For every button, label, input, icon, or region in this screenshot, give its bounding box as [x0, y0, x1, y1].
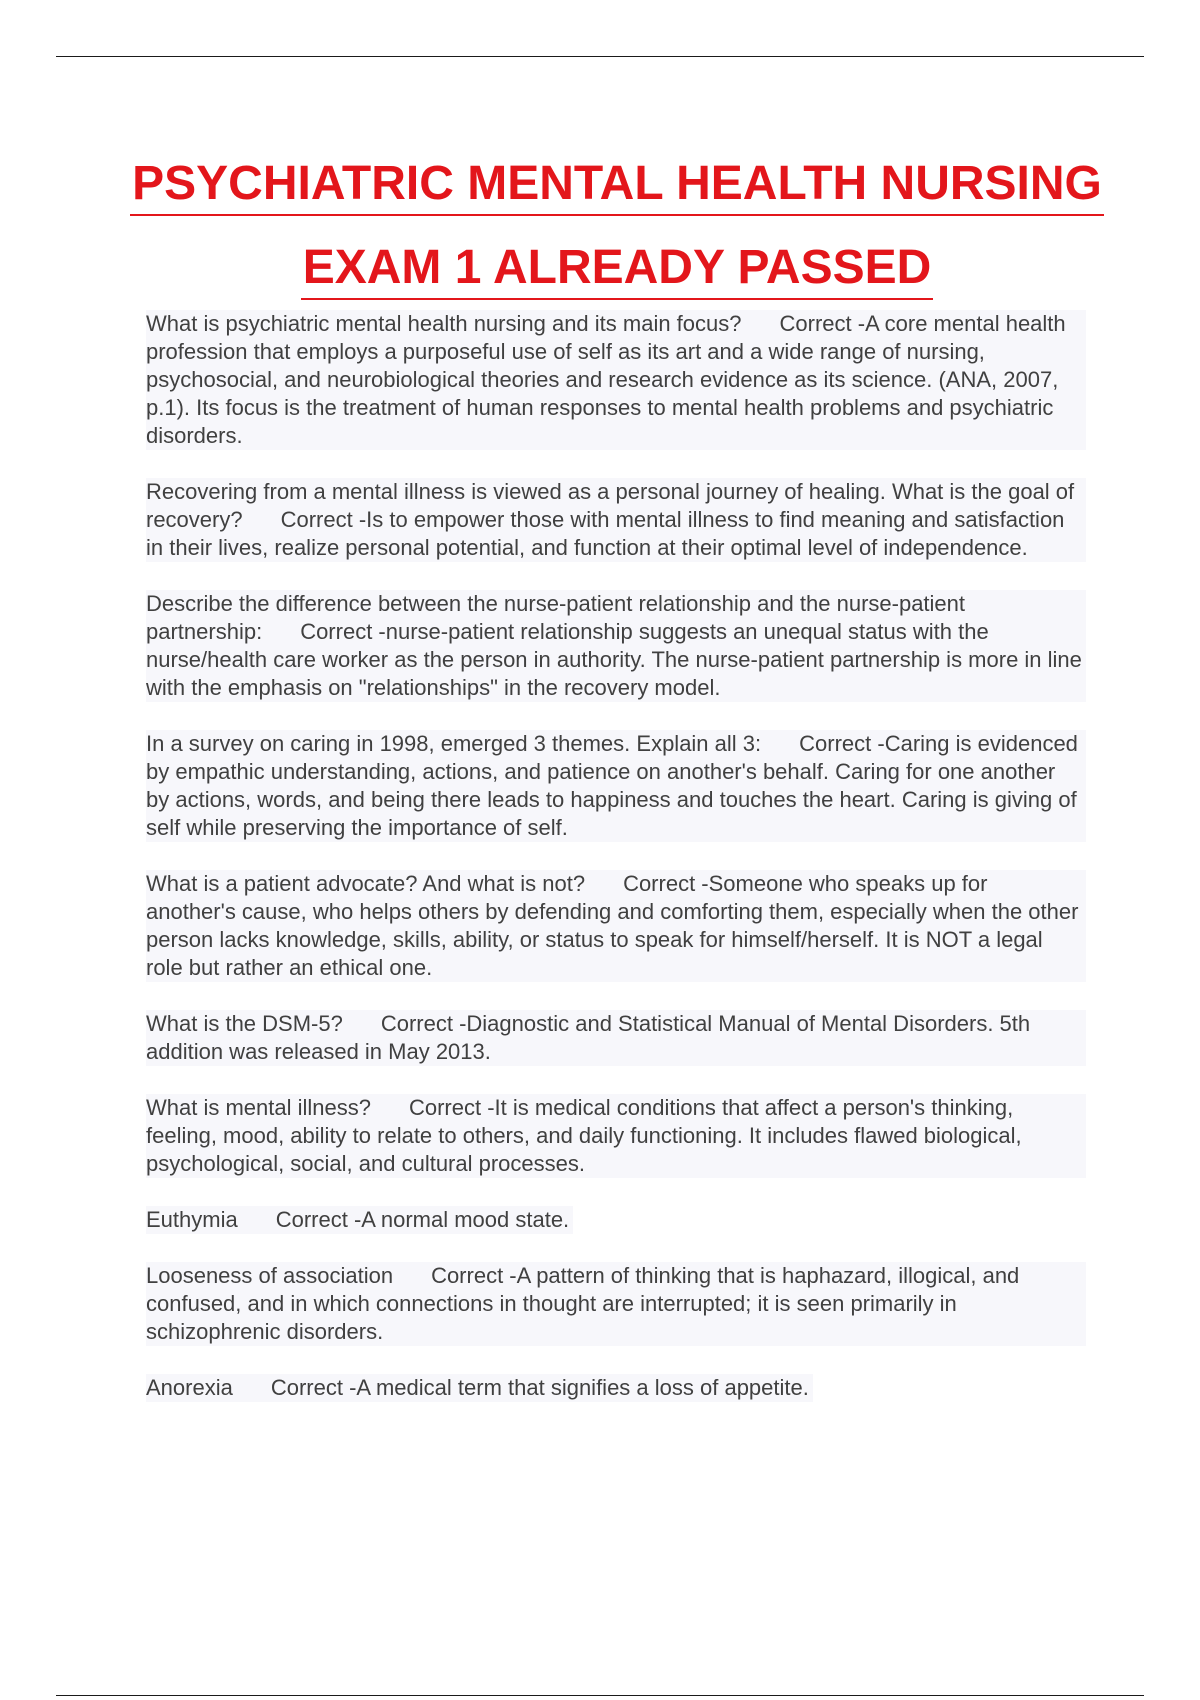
- qa-item: [146, 1374, 813, 1402]
- question-text: Euthymia: [146, 1207, 238, 1232]
- question-text: What is a patient advocate? And what is not?: [146, 871, 586, 896]
- question-text: What is psychiatric mental health nursing and its main focus?: [146, 311, 742, 336]
- answer-text: Correct -A pattern of thinking that is haphazard, illogical, and confused, and in which connections in thought are interrupted; it is seen primarily in schizophrenic disorders.: [146, 1263, 1020, 1344]
- qa-item: [146, 590, 1086, 702]
- question-text: Looseness of association: [146, 1263, 394, 1288]
- answer-text: Correct -Caring is evidenced by empathic understanding, actions, and patience on another's behalf. Caring for one another by actions, words, and being there leads to happiness and touches the heart. Caring is giving of self while preserving the importance of self.: [146, 731, 1078, 840]
- qa-list: [146, 310, 1086, 1430]
- answer-text: Correct -Diagnostic and Statistical Manual of Mental Disorders. 5th addition was released in May 2013.: [146, 1011, 1031, 1064]
- title-line-2: EXAM 1 ALREADY PASSED: [301, 238, 934, 300]
- question-text: In a survey on caring in 1998, emerged 3 themes. Explain all 3:: [146, 731, 762, 756]
- answer-text: Correct -Is to empower those with mental illness to find meaning and satisfaction in their lives, realize personal potential, and function at their optimal level of independence.: [146, 507, 1065, 560]
- answer-text: Correct -A normal mood state.: [275, 1207, 570, 1232]
- qa-item: [146, 1094, 1086, 1178]
- question-text: What is the DSM-5?: [146, 1011, 343, 1036]
- answer-text: Correct -It is medical conditions that affect a person's thinking, feeling, mood, ability to relate to others, and daily functioning. It includes flawed biological, psychological, social, and cultural processes.: [146, 1095, 1022, 1176]
- answer-text: Correct -Someone who speaks up for another's cause, who helps others by defending and comforting them, especially when the other person lacks knowledge, skills, ability, or status to speak for himself/herself. It is NOT a legal role but rather an ethical one.: [146, 871, 1079, 980]
- answer-text: Correct -A core mental health profession that employs a purposeful use of self as its art and a wide range of nursing, psychosocial, and neurobiological theories and research evidence as its science. (ANA, 2007, p.1). Its focus is the treatment of human responses to mental health problems and psychiatric disorders.: [146, 311, 1066, 448]
- question-text: Anorexia: [146, 1375, 233, 1400]
- qa-item: [146, 1010, 1086, 1066]
- qa-item: [146, 310, 1086, 450]
- qa-item: [146, 730, 1086, 842]
- qa-item: [146, 478, 1086, 562]
- qa-item: [146, 870, 1086, 982]
- question-text: What is mental illness?: [146, 1095, 371, 1120]
- answer-text: Correct -nurse-patient relationship suggests an unequal status with the nurse/health care worker as the person in authority. The nurse-patient partnership is more in line with the emphasis on "relationships" in the recovery model.: [146, 619, 1082, 700]
- qa-item: [146, 1262, 1086, 1346]
- document-title: [0, 146, 1200, 306]
- qa-item: [146, 1206, 573, 1234]
- bottom-rule: [56, 1695, 1144, 1696]
- answer-text: Correct -A medical term that signifies a loss of appetite.: [270, 1375, 809, 1400]
- title-line-1: PSYCHIATRIC MENTAL HEALTH NURSING: [130, 154, 1104, 216]
- question-text: Describe the difference between the nurse-patient relationship and the nurse-patient partnership:: [146, 591, 966, 644]
- question-text: Recovering from a mental illness is viewed as a personal journey of healing. What is the goal of recovery?: [146, 479, 1075, 532]
- top-rule: [56, 56, 1144, 57]
